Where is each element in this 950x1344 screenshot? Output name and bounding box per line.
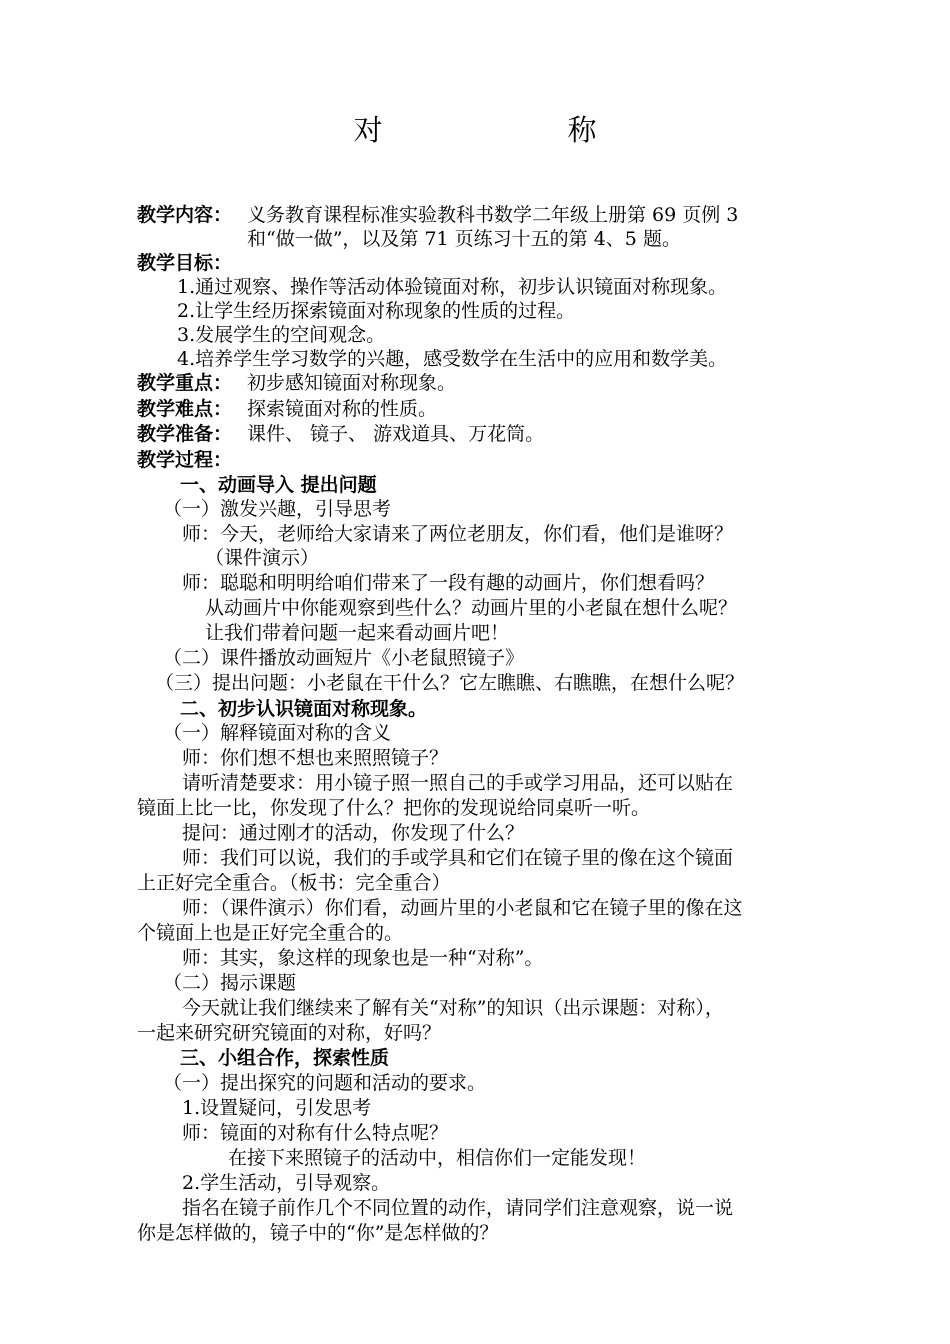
text-line: 师：其实，象这样的现象也是一种“对称”。	[182, 947, 544, 969]
text-line: 2.学生活动，引导观察。	[182, 1172, 391, 1194]
text-line: 师：镜面的对称有什么特点呢？	[182, 1122, 449, 1144]
text-line: 从动画片中你能观察到些什么？动画片里的小老鼠在想什么呢？	[205, 597, 738, 619]
text-line: 你是怎样做的，镜子中的“你”是怎样做的？	[137, 1222, 499, 1244]
text-line: 一起来研究研究镜面的对称，好吗？	[137, 1022, 442, 1044]
label-key: 教学重点：	[137, 372, 233, 394]
text-line: 2.让学生经历探索镜面对称现象的性质的过程。	[177, 300, 576, 322]
text-line: 镜面上比一比，你发现了什么？把你的发现说给同桌听一听。	[137, 797, 651, 819]
text-line: 义务教育课程标准实验教科书数学二年级上册第 69 页例 3	[247, 204, 739, 226]
label-prep: 教学准备：	[137, 423, 233, 445]
text-line: （课件演示）	[205, 547, 320, 569]
section-heading: 二、初步认识镜面对称现象。	[180, 698, 428, 720]
section-heading: 三、小组合作，探索性质	[180, 1047, 390, 1069]
text-line: 4.培养学生学习数学的兴趣，感受数学在生活中的应用和数学美。	[177, 348, 728, 370]
text-line: 师：今天，老师给大家请来了两位老朋友，你们看，他们是谁呀？	[182, 523, 734, 545]
text-line: 上正好完全重合。（板书：完全重合）	[137, 872, 451, 894]
text-line: （一）解释镜面对称的含义	[163, 722, 392, 744]
text-line: 初步感知镜面对称现象。	[247, 372, 457, 394]
text-line: （一）激发兴趣，引导思考	[163, 498, 392, 520]
document-title: 对 称	[353, 113, 675, 147]
section-heading: 一、动画导入 提出问题	[180, 474, 377, 496]
text-line: 请听清楚要求：用小镜子照一照自己的手或学习用品，还可以贴在	[182, 772, 734, 794]
text-line: （二）课件播放动画短片《小老鼠照镜子》	[163, 647, 525, 669]
text-line: （二）揭示课题	[163, 972, 297, 994]
text-line: 探索镜面对称的性质。	[247, 398, 438, 420]
text-line: 提问：通过刚才的活动，你发现了什么？	[182, 822, 525, 844]
label-goals: 教学目标：	[137, 252, 233, 274]
label-content: 教学内容：	[137, 204, 233, 226]
text-line: 师：聪聪和明明给咱们带来了一段有趣的动画片，你们想看吗？	[182, 572, 715, 594]
text-line: 1.设置疑问，引发思考	[182, 1097, 372, 1119]
text-line: 师：（课件演示）你们看，动画片里的小老鼠和它在镜子里的像在这	[182, 897, 743, 919]
text-line: 和“做一做”，以及第 71 页练习十五的第 4、5 题。	[247, 228, 681, 250]
text-line: 让我们带着问题一起来看动画片吧！	[205, 622, 510, 644]
label-difficulty: 教学难点：	[137, 398, 233, 420]
text-line: 今天就让我们继续来了解有关“对称”的知识（出示课题：对称），	[182, 997, 724, 1019]
text-line: 课件、 镜子、 游戏道具、万花筒。	[247, 423, 545, 445]
text-line: 个镜面上也是正好完全重合的。	[137, 922, 404, 944]
text-line: （一）提出探究的问题和活动的要求。	[163, 1072, 487, 1094]
text-line: （三）提出问题：小老鼠在干什么？它左瞧瞧、右瞧瞧，在想什么呢？	[155, 672, 745, 694]
text-line: 在接下来照镜子的活动中，相信你们一定能发现！	[228, 1147, 647, 1169]
label-process: 教学过程：	[137, 449, 233, 471]
text-line: 师：我们可以说，我们的手或学具和它们在镜子里的像在这个镜面	[182, 847, 734, 869]
text-line: 师：你们想不想也来照照镜子？	[182, 747, 449, 769]
text-line: 指名在镜子前作几个不同位置的动作，请同学们注意观察，说一说	[182, 1197, 734, 1219]
text-line: 3.发展学生的空间观念。	[177, 324, 386, 346]
text-line: 1.通过观察、操作等活动体验镜面对称，初步认识镜面对称现象。	[177, 276, 728, 298]
